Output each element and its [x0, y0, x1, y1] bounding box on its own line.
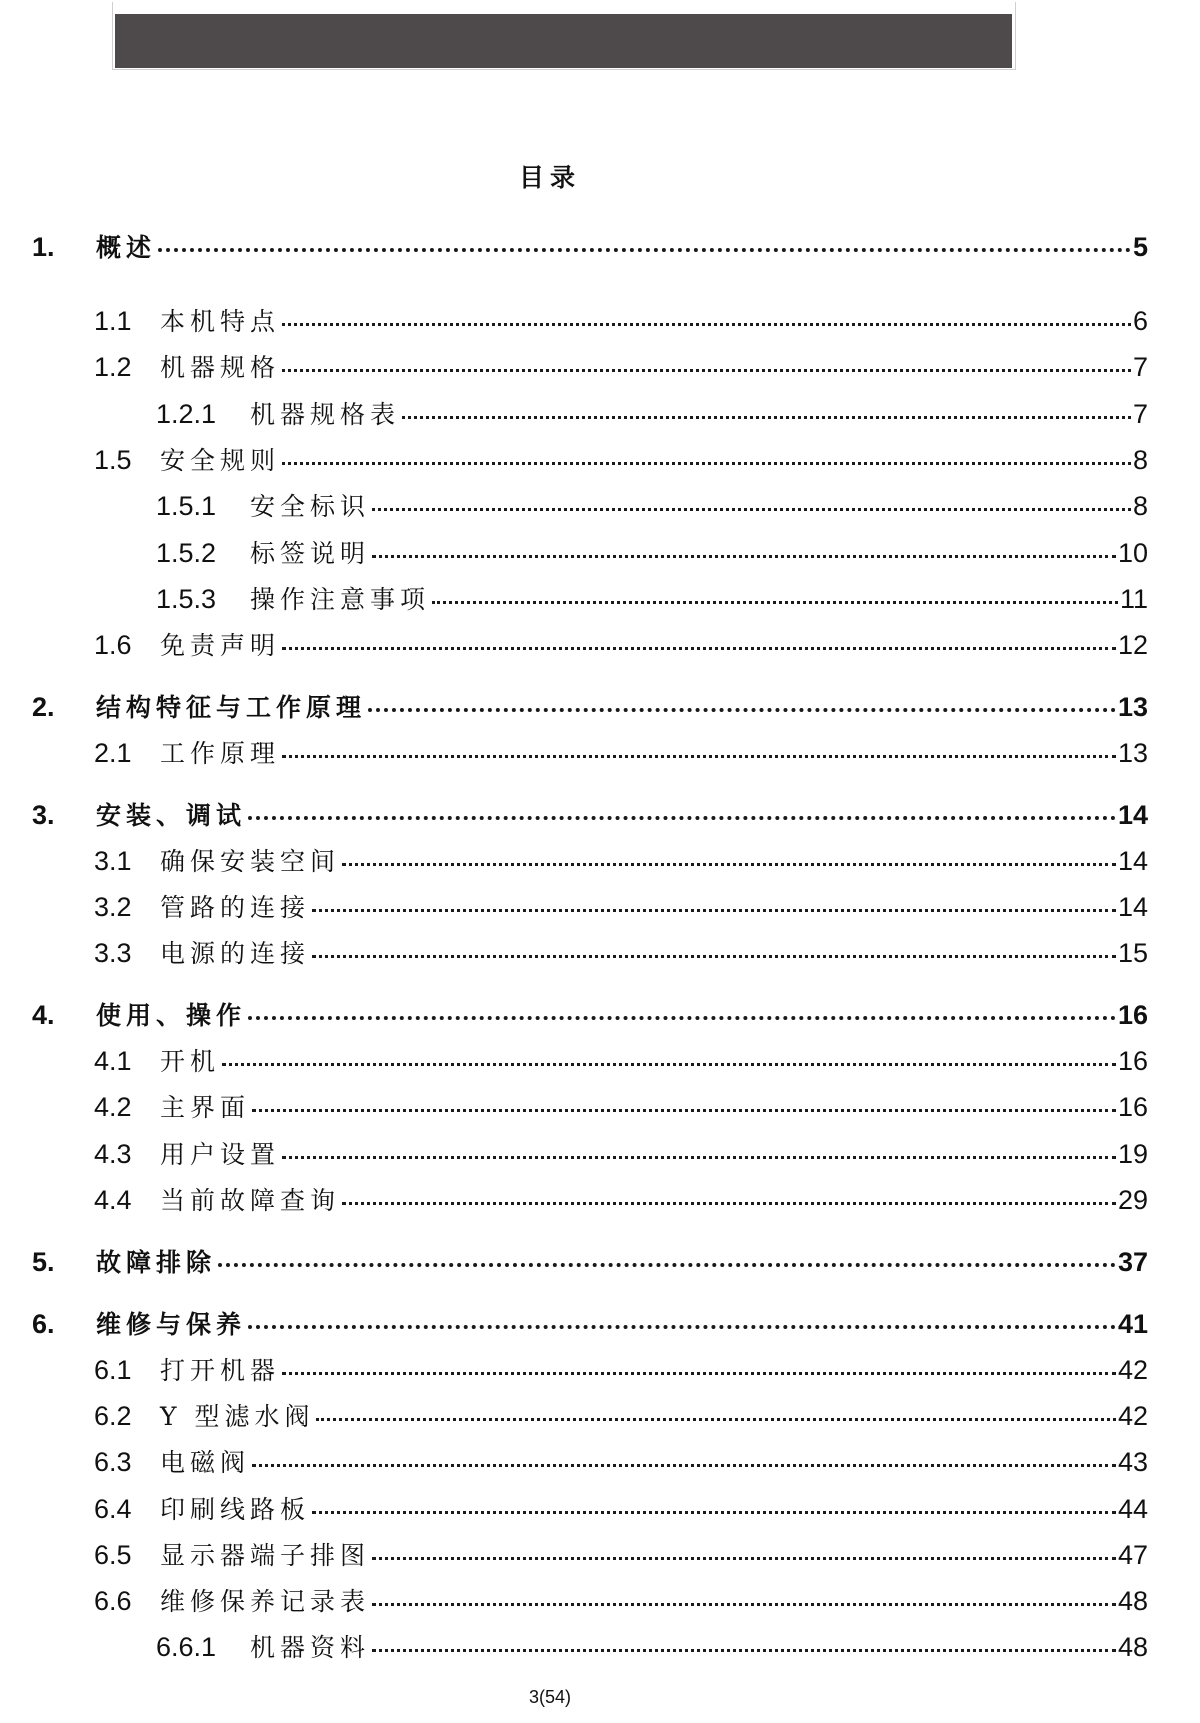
toc-entry-page: 16	[1117, 1092, 1148, 1122]
toc-entry-page: 7	[1132, 399, 1148, 429]
toc-entry-title: 工作原理	[160, 739, 281, 768]
toc-dot-leader	[252, 1464, 1116, 1467]
toc-entry[interactable]	[32, 796, 1148, 830]
toc-dot-leader	[312, 909, 1116, 912]
toc-entry-title: 确保安装空间	[160, 847, 341, 876]
toc-entry[interactable]	[156, 1628, 1148, 1662]
toc-entry-page: 15	[1117, 938, 1148, 968]
toc-entry-number: 4.3	[94, 1139, 132, 1169]
toc-entry-page: 48	[1117, 1632, 1148, 1662]
toc-entry-page: 10	[1117, 538, 1148, 568]
toc-dot-leader	[372, 1603, 1116, 1606]
toc-entry-number: 1.5	[94, 445, 132, 475]
toc-entry-title: 标签说明	[250, 539, 371, 568]
toc-entry[interactable]	[32, 688, 1148, 722]
toc-entry[interactable]	[156, 580, 1148, 614]
toc-entry[interactable]	[94, 626, 1148, 660]
toc-entry[interactable]	[94, 1536, 1148, 1570]
toc-entry-number: 1.5.2	[156, 538, 217, 568]
toc-entry-page: 16	[1117, 1000, 1148, 1030]
toc-entry-number: 6.3	[94, 1447, 132, 1477]
toc-entry[interactable]	[94, 1351, 1148, 1385]
toc-entry-page: 14	[1117, 846, 1148, 876]
toc-entry-number: 6.5	[94, 1540, 132, 1570]
toc-entry-number: 4.	[32, 1000, 55, 1030]
toc-entry[interactable]	[94, 934, 1148, 968]
toc-entry-title: 印刷线路板	[160, 1495, 311, 1524]
toc-entry-number: 2.1	[94, 738, 132, 768]
toc-entry-page: 37	[1117, 1247, 1148, 1277]
toc-dot-leader	[282, 1156, 1116, 1159]
toc-entry-page: 43	[1117, 1447, 1148, 1477]
toc-entry-title: 机器资料	[250, 1633, 371, 1662]
toc-entry[interactable]	[94, 1490, 1148, 1524]
toc-entry-title: 显示器端子排图	[160, 1541, 371, 1570]
toc-dot-leader	[282, 647, 1116, 650]
toc-dot-leader	[282, 323, 1131, 326]
toc-dot-leader	[282, 369, 1131, 372]
toc-entry-page: 16	[1117, 1046, 1148, 1076]
toc-entry-title: 操作注意事项	[250, 585, 431, 614]
toc-entry[interactable]	[94, 1088, 1148, 1122]
toc-dot-leader	[432, 601, 1118, 604]
toc-entry-page: 6	[1132, 306, 1148, 336]
toc-dot-leader	[158, 248, 1131, 252]
toc-entry-title: 电磁阀	[160, 1448, 251, 1477]
toc-entry-number: 4.1	[94, 1046, 132, 1076]
toc-entry[interactable]	[156, 534, 1148, 568]
toc-dot-leader	[372, 1649, 1116, 1652]
toc-entry-page: 47	[1117, 1540, 1148, 1570]
toc-entry-number: 6.1	[94, 1355, 132, 1385]
toc-entry-page: 5	[1132, 232, 1148, 262]
toc-dot-leader	[218, 1263, 1116, 1267]
toc-entry[interactable]	[94, 734, 1148, 768]
toc-entry-title: 维修保养记录表	[160, 1587, 371, 1616]
toc-entry-page: 48	[1117, 1586, 1148, 1616]
toc-entry-number: 1.2	[94, 352, 132, 382]
toc-entry-number: 3.3	[94, 938, 132, 968]
toc-entry[interactable]	[94, 842, 1148, 876]
toc-entry[interactable]	[32, 228, 1148, 262]
toc-entry-title: 维修与保养	[96, 1310, 247, 1339]
toc-entry-title: 故障排除	[96, 1248, 217, 1277]
toc-entry-title: 主界面	[160, 1093, 251, 1122]
toc-entry-title: 开机	[160, 1047, 221, 1076]
toc-entry-page: 8	[1132, 445, 1148, 475]
toc-entry-number: 1.5.1	[156, 491, 217, 521]
toc-entry[interactable]	[94, 1135, 1148, 1169]
toc-entry[interactable]	[32, 996, 1148, 1030]
toc-entry-number: 1.6	[94, 630, 132, 660]
toc-dot-leader	[252, 1109, 1116, 1112]
toc-entry-title: 免责声明	[160, 631, 281, 660]
toc-entry[interactable]	[94, 1397, 1148, 1431]
page-number: 3(54)	[528, 1687, 572, 1707]
toc-entry-title: 结构特征与工作原理	[96, 693, 367, 722]
toc-entry[interactable]	[94, 888, 1148, 922]
toc-entry-title: 用户设置	[160, 1140, 281, 1169]
toc-dot-leader	[316, 1418, 1116, 1421]
toc-dot-leader	[248, 1325, 1116, 1329]
toc-entry-page: 11	[1119, 584, 1148, 614]
toc-entry-page: 8	[1132, 491, 1148, 521]
toc-entry-number: 1.	[32, 232, 55, 262]
toc-entry-number: 2.	[32, 692, 55, 722]
toc-entry-number: 4.2	[94, 1092, 132, 1122]
toc-entry-page: 42	[1117, 1401, 1148, 1431]
toc-entry-title: 管路的连接	[160, 893, 311, 922]
toc-entry-page: 29	[1117, 1185, 1148, 1215]
toc-entry-number: 1.2.1	[156, 399, 217, 429]
toc-entry-title: 电源的连接	[160, 939, 311, 968]
toc-entry[interactable]	[156, 395, 1148, 429]
toc-entry-page: 14	[1117, 800, 1148, 830]
toc-entry-title: 当前故障查询	[160, 1186, 341, 1215]
toc-entry-number: 3.2	[94, 892, 132, 922]
toc-entry-title: 使用、操作	[96, 1001, 247, 1030]
toc-entry-number: 6.4	[94, 1494, 132, 1524]
toc-entry-page: 19	[1117, 1139, 1148, 1169]
toc-dot-leader	[282, 755, 1116, 758]
toc-entry-title: 机器规格表	[250, 400, 401, 429]
toc-entry[interactable]	[94, 441, 1148, 475]
toc-entry[interactable]	[156, 487, 1148, 521]
toc-entry-page: 13	[1117, 738, 1148, 768]
toc-dot-leader	[372, 1557, 1116, 1560]
toc-dot-leader	[402, 416, 1131, 419]
toc-entry-number: 5.	[32, 1247, 55, 1277]
toc-entry[interactable]	[94, 1582, 1148, 1616]
toc-entry-title: 机器规格	[160, 353, 281, 382]
toc-entry-number: 6.6.1	[156, 1632, 217, 1662]
toc-entry-title: 安全规则	[160, 446, 281, 475]
toc-title: 目录	[518, 163, 581, 192]
toc-dot-leader	[282, 462, 1131, 465]
toc-entry-number: 3.1	[94, 846, 132, 876]
toc-dot-leader	[312, 955, 1116, 958]
toc-dot-leader	[368, 708, 1116, 712]
toc-entry[interactable]	[32, 1243, 1148, 1277]
toc-entry-number: 1.1	[94, 306, 132, 336]
toc-dot-leader	[342, 863, 1116, 866]
toc-dot-leader	[282, 1372, 1116, 1375]
toc-entry-title: 本机特点	[160, 307, 281, 336]
toc-entry-page: 13	[1117, 692, 1148, 722]
toc-entry[interactable]	[94, 348, 1148, 382]
toc-entry-page: 12	[1117, 630, 1148, 660]
toc-entry-number: 1.5.3	[156, 584, 217, 614]
toc-entry-page: 14	[1117, 892, 1148, 922]
toc-dot-leader	[248, 816, 1116, 820]
toc-entry-page: 41	[1117, 1309, 1148, 1339]
toc-dot-leader	[372, 555, 1116, 558]
toc-entry-number: 3.	[32, 800, 55, 830]
toc-entry-number: 4.4	[94, 1185, 132, 1215]
toc-entry[interactable]	[94, 1181, 1148, 1215]
toc-entry-number: 6.2	[94, 1401, 132, 1431]
toc-entry-title: 安全标识	[250, 492, 371, 521]
toc-entry[interactable]	[94, 302, 1148, 336]
toc-entry-page: 7	[1132, 352, 1148, 382]
toc-entry-title: 打开机器	[160, 1356, 281, 1385]
toc-entry[interactable]	[94, 1443, 1148, 1477]
toc-entry-title: 安装、调试	[96, 801, 247, 830]
toc-entry-number: 6.6	[94, 1586, 132, 1616]
toc-dot-leader	[342, 1202, 1116, 1205]
toc-entry[interactable]	[32, 1305, 1148, 1339]
toc-entry-page: 42	[1117, 1355, 1148, 1385]
toc-entry[interactable]	[94, 1042, 1148, 1076]
toc-dot-leader	[372, 508, 1131, 511]
toc-entry-number: 6.	[32, 1309, 55, 1339]
toc-entry-title: 概述	[96, 233, 157, 262]
toc-dot-leader	[222, 1063, 1116, 1066]
toc-dot-leader	[248, 1016, 1116, 1020]
toc-entry-title: Y 型滤水阀	[160, 1402, 315, 1431]
toc-entry-page: 44	[1117, 1494, 1148, 1524]
toc-dot-leader	[312, 1511, 1116, 1514]
